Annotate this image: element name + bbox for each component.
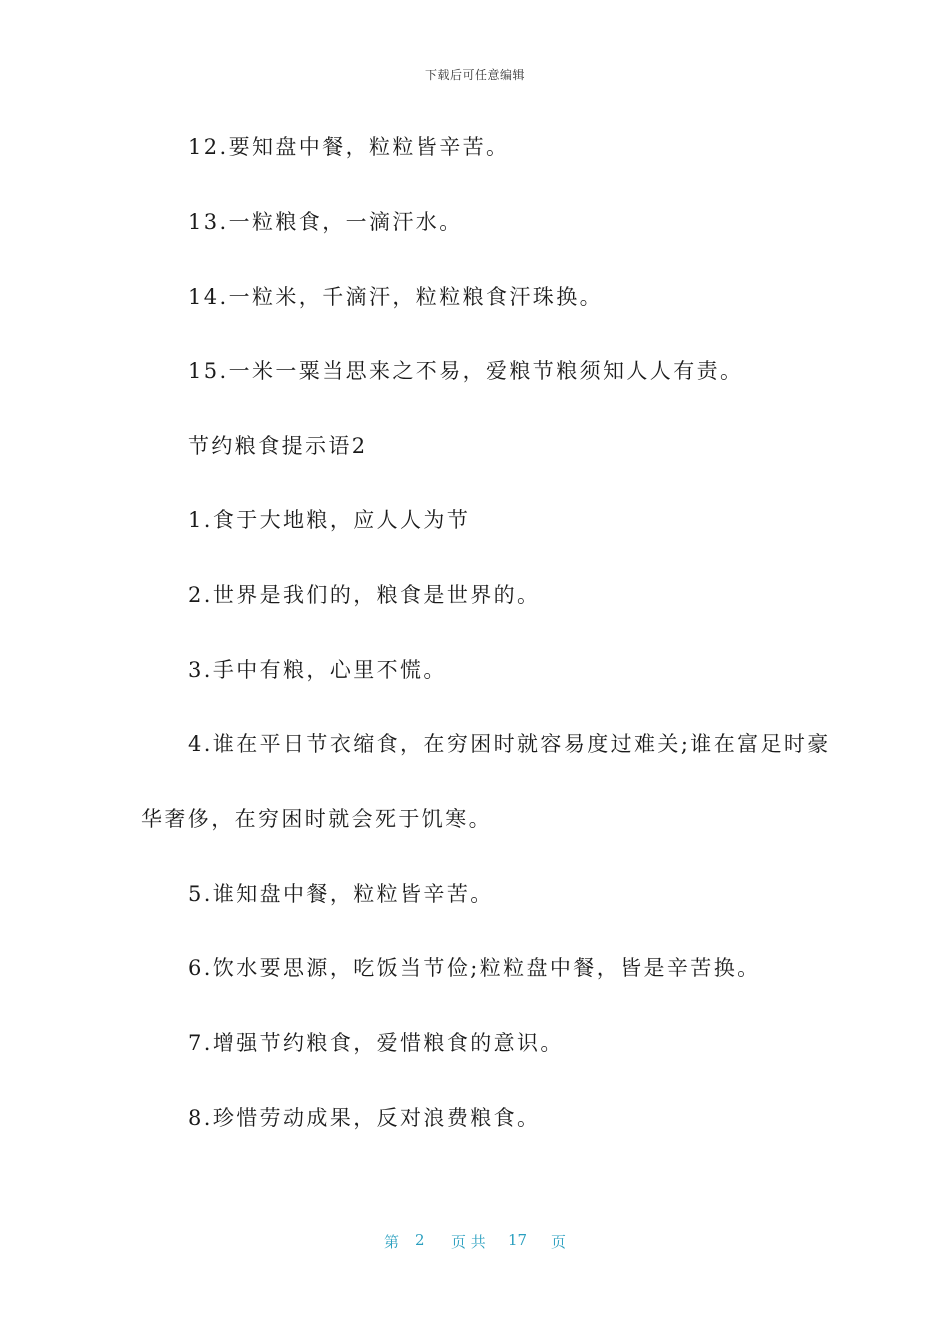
- header-note: 下载后可任意编辑: [424, 68, 525, 82]
- footer-ye: 页: [551, 1233, 567, 1251]
- paragraph-line-continuation: 华奢侈，在穷困时就会死于饥寒。: [141, 807, 492, 831]
- paragraph-line: 15.一米一粟当思来之不易，爱粮节粮须知人人有责。: [188, 359, 744, 383]
- footer-di: 第: [384, 1233, 400, 1251]
- paragraph-line: 6.饮水要思源，吃饭当节俭;粒粒盘中餐，皆是辛苦换。: [188, 956, 761, 980]
- paragraph-line: 4.谁在平日节衣缩食，在穷困时就容易度过难关;谁在富足时豪: [188, 732, 831, 756]
- paragraph-line: 12.要知盘中餐，粒粒皆辛苦。: [188, 135, 510, 159]
- paragraph-line: 5.谁知盘中餐，粒粒皆辛苦。: [188, 882, 494, 906]
- paragraph-line: 3.手中有粮，心里不慌。: [188, 658, 447, 682]
- footer-total-pages: 17: [508, 1231, 528, 1249]
- section-heading: 节约粮食提示语2: [188, 434, 368, 458]
- paragraph-line: 14.一粒米，千滴汗，粒粒粮食汗珠换。: [188, 285, 603, 309]
- paragraph-line: 7.增强节约粮食，爱惜粮食的意识。: [188, 1031, 564, 1055]
- paragraph-line: 13.一粒粮食，一滴汗水。: [188, 210, 463, 234]
- paragraph-line: 8.珍惜劳动成果，反对浪费粮食。: [188, 1106, 541, 1130]
- paragraph-line: 1.食于大地粮，应人人为节: [188, 508, 471, 532]
- footer-current-page: 2: [415, 1231, 425, 1249]
- paragraph-line: 2.世界是我们的，粮食是世界的。: [188, 583, 541, 607]
- footer-ye-gong: 页 共: [451, 1233, 486, 1251]
